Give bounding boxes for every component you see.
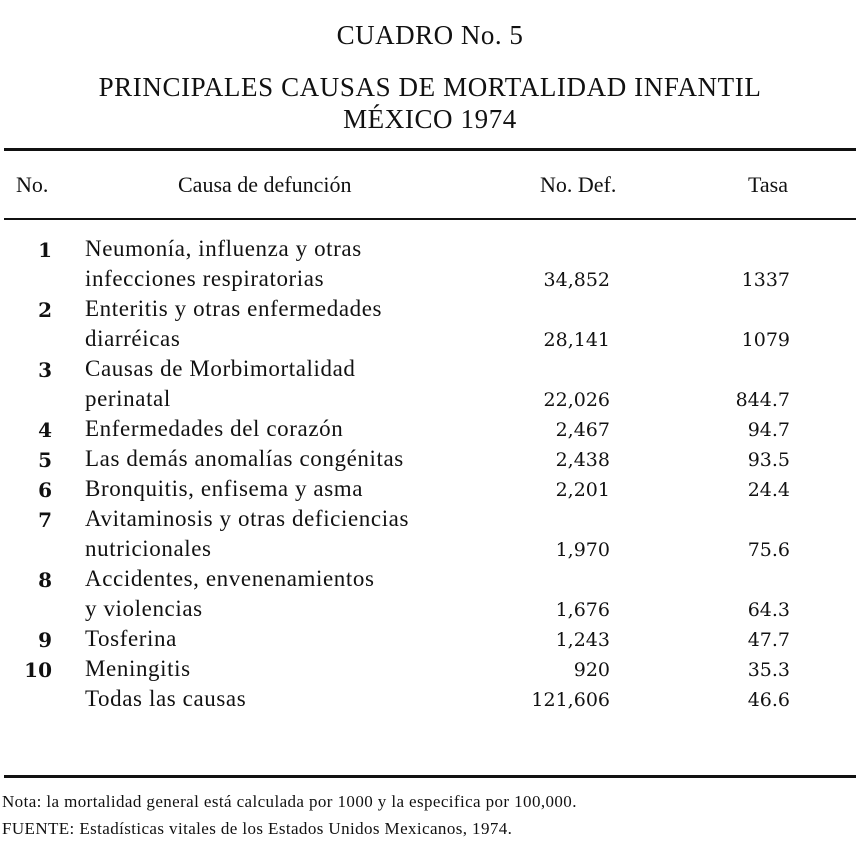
cause-text: Todas las causas	[85, 686, 247, 711]
row-number: 6	[38, 478, 52, 502]
row-number: 2	[38, 298, 52, 322]
bottom-rule	[4, 775, 856, 778]
rate-value: 24.4	[747, 479, 790, 501]
cause-text: Enfermedades del corazón	[85, 416, 344, 441]
cause-text: Bronquitis, enfisema y asma	[85, 476, 364, 501]
table-title: PRINCIPALES CAUSAS DE MORTALIDAD INFANTIL	[98, 72, 762, 102]
rate-value: 64.3	[747, 599, 790, 621]
deaths-value: 1,676	[555, 599, 610, 621]
cause-text: infecciones respiratorias	[85, 266, 325, 291]
cause-text: perinatal	[85, 386, 171, 411]
cause-text: Avitaminosis y otras deficiencias	[85, 506, 410, 531]
cause-text: diarréicas	[85, 326, 181, 351]
deaths-value: 22,026	[543, 389, 610, 411]
cause-text: Las demás anomalías congénitas	[85, 446, 404, 471]
cause-text: Meningitis	[85, 656, 191, 681]
header-def: No. Def.	[540, 172, 617, 197]
cause-text: y violencias	[85, 596, 203, 621]
rate-value: 94.7	[747, 419, 790, 441]
deaths-value: 2,467	[555, 419, 610, 441]
row-number: 1	[38, 238, 52, 262]
source-text: FUENTE: Estadísticas vitales de los Estados Unidos Mexicanos, 1974.	[2, 819, 513, 838]
header-tasa: Tasa	[748, 172, 788, 197]
rate-value: 35.3	[747, 659, 790, 681]
cause-text: Causas de Morbimortalidad	[85, 356, 356, 381]
deaths-value: 1,243	[555, 629, 610, 651]
table-subtitle: MÉXICO 1974	[343, 104, 517, 134]
deaths-value: 34,852	[543, 269, 610, 291]
rate-value: 47.7	[747, 629, 790, 651]
row-number: 5	[38, 448, 52, 472]
deaths-value: 920	[573, 659, 610, 681]
cause-text: Enteritis y otras enfermedades	[85, 296, 383, 321]
row-number: 4	[38, 418, 52, 442]
row-number: 8	[38, 568, 52, 592]
row-number: 7	[38, 508, 52, 532]
table-number: CUADRO No. 5	[336, 20, 524, 50]
rate-value: 844.7	[735, 389, 790, 411]
note-text: Nota: la mortalidad general está calculada por 1000 y la especifica por 100,000.	[2, 792, 577, 811]
rate-value: 1337	[741, 269, 790, 291]
header-rule	[4, 218, 856, 220]
deaths-value: 1,970	[555, 539, 610, 561]
cause-text: Neumonía, influenza y otras	[85, 236, 362, 261]
deaths-value: 2,438	[555, 449, 610, 471]
row-number: 3	[38, 358, 52, 382]
cause-text: Accidentes, envenenamientos	[85, 566, 375, 591]
header-no: No.	[16, 172, 49, 197]
header-causa: Causa de defunción	[178, 172, 352, 197]
row-number: 9	[38, 628, 52, 652]
deaths-value: 121,606	[531, 689, 610, 711]
rate-value: 75.6	[747, 539, 790, 561]
top-rule	[4, 148, 856, 151]
deaths-value: 2,201	[555, 479, 610, 501]
rate-value: 1079	[741, 329, 790, 351]
cause-text: nutricionales	[85, 536, 212, 561]
rate-value: 93.5	[747, 449, 790, 471]
cause-text: Tosferina	[85, 626, 177, 651]
deaths-value: 28,141	[543, 329, 610, 351]
row-number: 10	[24, 658, 52, 682]
rate-value: 46.6	[747, 689, 790, 711]
